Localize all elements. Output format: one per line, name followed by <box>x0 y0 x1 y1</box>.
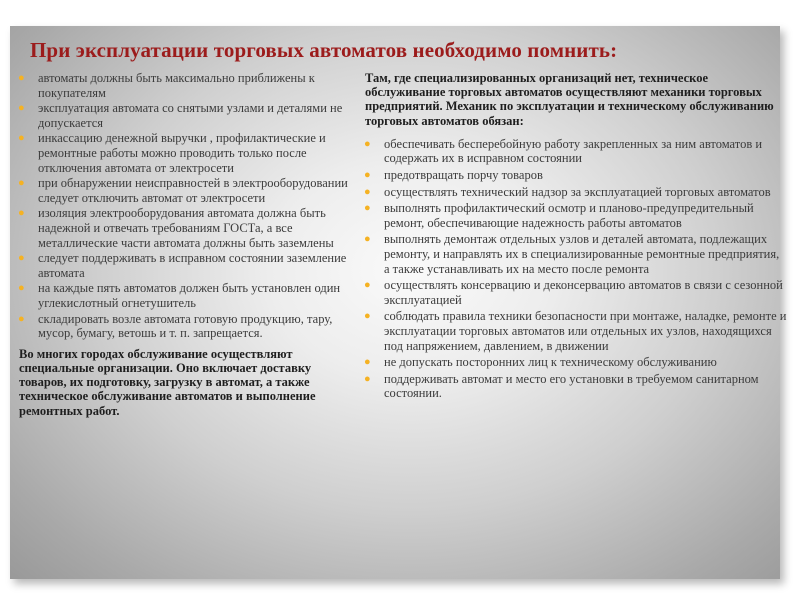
list-item <box>16 281 351 310</box>
bullet-dot-icon: ● <box>18 282 25 295</box>
list-item-text: поддерживать автомат и место его установки в требуемом санитарном состоянии. <box>384 371 759 401</box>
list-item-text: соблюдать правила техники безопасности при монтаже, наладке, ремонте и эксплуатации торговых автоматов или отдельных их узлов, находящихся под напряжением, давлением, в движении <box>384 309 787 353</box>
bullet-dot-icon: ● <box>364 169 371 181</box>
right-bullet-list <box>362 137 787 401</box>
list-item-text: выполнять демонтаж отдельных узлов и деталей автомата, подлежащих ремонту, и направлять их в специализированные ремонтные предприятия, а также устанавливать их на место после ремонта <box>384 232 780 276</box>
list-item-text: эксплуатация автомата со снятыми узлами и деталями не допускается <box>38 101 343 130</box>
bullet-dot-icon: ● <box>18 252 25 265</box>
bullet-dot-icon: ● <box>364 279 371 292</box>
list-item-text: выполнять профилактический осмотр и планово-предупредительный ремонт, обеспечивающие надежность работы автоматов <box>384 201 754 230</box>
list-item <box>362 309 787 353</box>
list-item-text: инкассацию денежной выручки , профилактические и ремонтные работы можно проводить только после отключения автомата от электросети <box>38 131 326 175</box>
bullet-dot-icon: ● <box>18 72 25 84</box>
list-item <box>362 232 787 276</box>
list-item-text: предотвращать порчу товаров <box>384 168 543 182</box>
bullet-dot-icon: ● <box>364 310 371 323</box>
list-item <box>16 71 351 100</box>
bullet-dot-icon: ● <box>364 137 371 150</box>
bullet-dot-icon: ● <box>18 132 25 145</box>
list-item <box>16 131 351 175</box>
list-item-text: обеспечивать бесперебойную работу закрепленных за ним автоматов и содержать их в исправном состоянии <box>384 136 763 166</box>
bullet-dot-icon: ● <box>18 102 25 115</box>
slide-title: При эксплуатации торговых автоматов необходимо помнить: <box>30 38 618 62</box>
list-item-text: складировать возле автомата готовую продукцию, тару, мусор, бумагу, ветошь и т. п. запрещается. <box>38 311 333 341</box>
list-item-text: на каждые пять автоматов должен быть установлен один углекислотный огнетушитель <box>38 281 341 310</box>
list-item-text: следует поддерживать в исправном состоянии заземление автомата <box>38 251 347 280</box>
right-column <box>362 71 787 403</box>
bullet-dot-icon: ● <box>364 356 371 369</box>
list-item <box>16 251 351 280</box>
list-item <box>16 206 351 250</box>
list-item <box>16 101 351 130</box>
list-item <box>362 201 787 230</box>
list-item <box>362 355 787 370</box>
bullet-dot-icon: ● <box>364 185 371 198</box>
list-item-text: осуществлять технический надзор за эксплуатацией торговых автоматов <box>384 184 771 199</box>
list-item-text: при обнаружении неисправностей в электрооборудовании следует отключить автомат от электросети <box>38 176 348 205</box>
left-column <box>16 71 351 418</box>
left-bullet-list <box>16 71 351 341</box>
list-item <box>362 278 787 307</box>
list-item <box>362 168 787 183</box>
left-footer-paragraph: Во многих городах обслуживание осуществляют специальные организации. Оно включает доставку товаров, их подготовку, загрузку в автомат, а также техническое обслуживание автоматов и выполнение ремонтных работ. <box>19 346 316 418</box>
list-item <box>362 372 787 401</box>
bullet-dot-icon: ● <box>18 312 25 325</box>
list-item <box>16 312 351 341</box>
list-item <box>362 137 787 166</box>
bullet-dot-icon: ● <box>364 233 371 246</box>
list-item-text: осуществлять консервацию и деконсервацию автоматов в связи с сезонной эксплуатацией <box>384 278 783 307</box>
right-lead-paragraph: Там, где специализированных организаций нет, техническое обслуживание торговых автоматов осуществляют механики торговых предприятий. Механик по эксплуатации и техническому обслуживанию торговых автоматов обязан: <box>365 71 774 128</box>
list-item-text: автоматы должны быть максимально приближены к покупателям <box>38 71 315 100</box>
bullet-dot-icon: ● <box>18 177 25 190</box>
bullet-dot-icon: ● <box>364 202 371 215</box>
list-item <box>16 176 351 205</box>
list-item-text: не допускать посторонних лиц к техническому обслуживанию <box>384 355 717 370</box>
list-item-text: изоляция электрооборудования автомата должна быть надежной и отвечать требованиям ГОСТа, а все металлические части автомата должны быть заземлены <box>38 206 334 250</box>
list-item <box>362 185 787 200</box>
bullet-dot-icon: ● <box>364 372 371 385</box>
bullet-dot-icon: ● <box>18 207 25 220</box>
